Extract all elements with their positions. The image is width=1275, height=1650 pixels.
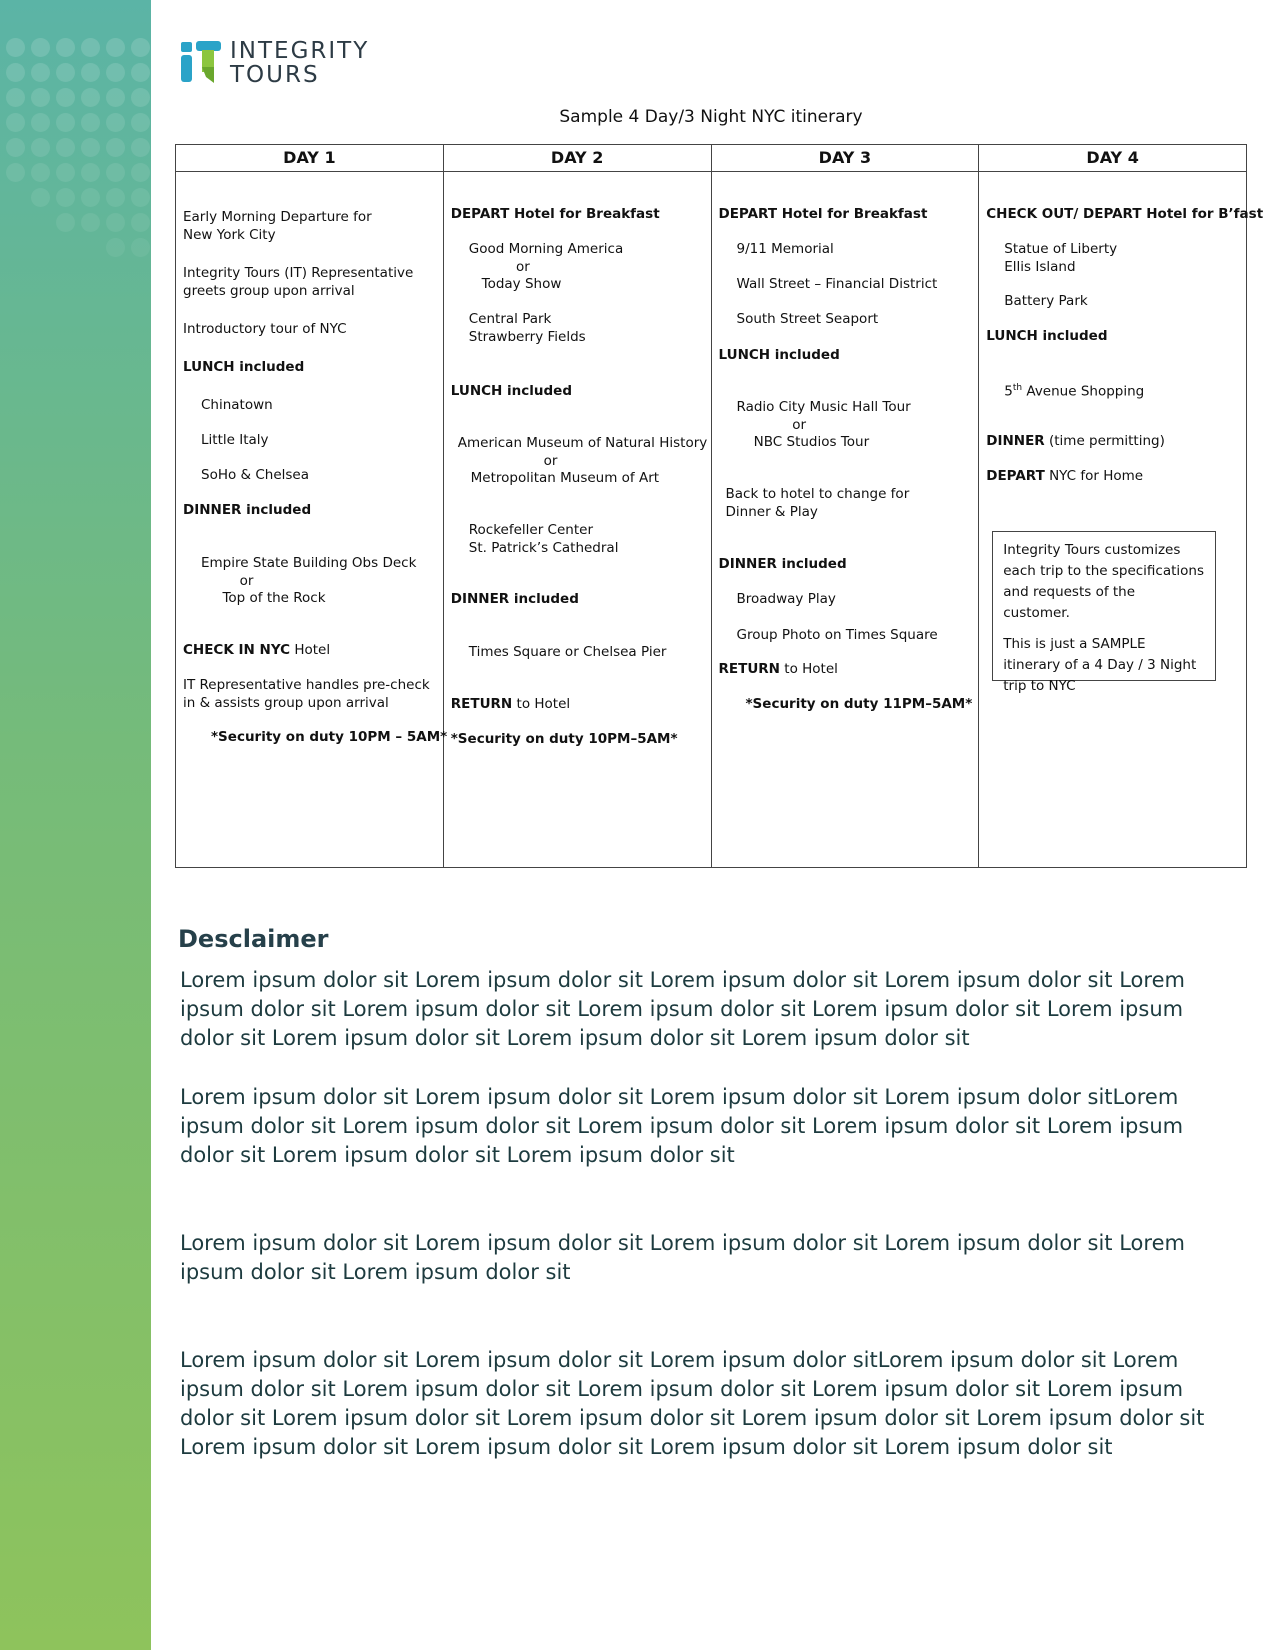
decorative-dot [106,38,125,57]
day-2-column [444,145,712,867]
day-4-item-bold: DEPART [986,468,1045,484]
disclaimer-paragraph: Lorem ipsum dolor sit Lorem ipsum dolor sit Lorem ipsum dolor sit Lorem ipsum dolor sit Lorem ipsum dolor sit Lorem ipsum dolor sit Lorem ipsum dolor sit Lorem ipsum dolor sit Lorem ipsum dolor sit Lorem ipsum dolor sit Lorem ipsum dolor sit Lorem ipsum dolor sit [180,968,1185,1050]
decorative-dot [81,113,100,132]
day-4-header: DAY 4 [979,145,1246,172]
day-2-item: Times Square or Chelsea Pier [468,644,667,660]
decorative-dot [106,238,125,257]
decorative-dot [31,63,50,82]
decorative-dot [106,63,125,82]
day-1-item [183,642,330,660]
decorative-dot [6,138,25,157]
day-1-column [176,145,448,867]
day-2-item: DINNER included [450,591,579,607]
day-3-item: Back to hotel to change for Dinner & Play [725,486,910,520]
day-1-item: Little Italy [201,432,269,448]
decorative-dot [131,238,150,257]
day-4-item [986,433,1165,451]
decorative-dot [131,213,150,232]
day-1-item: Introductory tour of NYC [183,321,347,337]
customization-note-box [992,531,1216,694]
day-2-item: Central Park Strawberry Fields [468,311,586,345]
day-4-item [1004,380,1144,401]
decorative-dot [131,113,150,132]
day-4-item-rest: (time permitting) [1044,433,1165,449]
decorative-dot [31,113,50,132]
day-4-column [979,145,1264,867]
decorative-dot [6,38,25,57]
decorative-dot [106,88,125,107]
decorative-dot [81,138,100,157]
day-3-item-bold: RETURN [718,661,780,677]
day-3-item: DINNER included [718,556,847,572]
day-4-item-sup: th [1012,383,1023,393]
day-2-item-bold: RETURN [450,696,513,712]
day-4-item-bold: DINNER [986,433,1045,449]
logo-line-2: TOURS [230,62,320,88]
decorative-dot [31,188,50,207]
day-3-item: LUNCH included [718,347,840,363]
decorative-dot [131,163,150,182]
disclaimer-paragraph: Lorem ipsum dolor sit Lorem ipsum dolor sit Lorem ipsum dolor sit Lorem ipsum dolor sitLorem ipsum dolor sit Lorem ipsum dolor sit Lorem ipsum dolor sit Lorem ipsum dolor sit Lorem ipsum dolor sit Lorem ipsum dolor sit Lorem ipsum dolor sit [180,1085,1184,1167]
note-paragraph: Integrity Tours customizes each trip to the specifications and requests of the customer. [1003,542,1205,621]
day-1-item: Chinatown [201,397,273,413]
logo-mark-icon [178,39,224,85]
day-4-item: LUNCH included [986,328,1108,344]
day-4-item-rest: Avenue Shopping [1022,383,1145,400]
logo-line-1: INTEGRITY [230,38,370,64]
decorative-dot [81,88,100,107]
day-3-item: Group Photo on Times Square [736,627,938,643]
day-2-item: Good Morning America or Today Show [468,241,624,292]
disclaimer-paragraph: Lorem ipsum dolor sit Lorem ipsum dolor sit Lorem ipsum dolor sit Lorem ipsum dolor sit Lorem ipsum dolor sit Lorem ipsum dolor sit [180,1231,1185,1284]
decorative-dot [131,38,150,57]
decorative-dot [106,188,125,207]
day-2-item [451,696,570,714]
day-3-item: *Security on duty 11PM–5AM* [745,696,973,712]
day-2-item: American Museum of Natural History or Metropolitan Museum of Art [457,435,708,486]
decorative-dot [56,63,75,82]
decorative-dot [31,38,50,57]
decorative-dot [56,188,75,207]
decorative-dot [131,63,150,82]
day-1-item: LUNCH included [183,359,305,375]
decorative-dot [81,213,100,232]
day-3-item: Radio City Music Hall Tour or NBC Studios Tour [736,399,911,450]
day-2-item: *Security on duty 10PM–5AM* [450,731,678,747]
day-4-item: Battery Park [1004,293,1088,309]
decorative-dot [131,138,150,157]
day-2-item: DEPART Hotel for Breakfast [450,206,660,222]
day-2-header: DAY 2 [444,145,711,172]
day-1-item: Integrity Tours (IT) Representative greets group upon arrival [183,265,414,299]
day-4-item [986,468,1143,486]
disclaimer-title: Desclaimer [178,925,329,953]
decorative-dot [131,188,150,207]
day-4-item: Statue of Liberty Ellis Island [1004,241,1118,275]
day-2-item-rest: to Hotel [516,696,571,712]
day-4-item: CHECK OUT/ DEPART Hotel for B’fast [986,206,1264,222]
itinerary-title: Sample 4 Day/3 Night NYC itinerary [559,107,863,127]
day-4-item-rest: NYC for Home [1044,468,1144,484]
day-1-item: *Security on duty 10PM – 5AM* [211,729,448,745]
day-3-item: South Street Seaport [736,311,879,327]
day-3-item: Wall Street – Financial District [736,276,938,292]
decorative-dot [6,163,25,182]
day-1-item: SoHo & Chelsea [201,467,309,483]
decorative-dot [56,88,75,107]
decorative-dot [56,163,75,182]
decorative-dot [31,88,50,107]
decorative-dot [106,138,125,157]
disclaimer-paragraph: Lorem ipsum dolor sit Lorem ipsum dolor sit Lorem ipsum dolor sitLorem ipsum dolor sit Lorem ipsum dolor sit Lorem ipsum dolor sit Lorem ipsum dolor sit Lorem ipsum dolor sit Lorem ipsum dolor sit Lorem ipsum dolor sit Lorem ipsum dolor sit Lorem ipsum dolor sit Lorem ipsum dolor sit Lorem ipsum dolor sit Lorem ipsum dolor sit Lorem ipsum dolor sit Lorem ipsum dolor sit [180,1348,1205,1459]
day-1-item: Early Morning Departure for New York City [183,209,372,243]
decorative-dot [81,63,100,82]
decorative-dot [106,213,125,232]
decorative-dot [106,113,125,132]
day-1-header: DAY 1 [176,145,443,172]
day-1-item: Empire State Building Obs Deck or Top of the Rock [201,555,417,606]
day-1-item-bold: CHECK IN NYC [183,642,291,658]
note-paragraph: This is just a SAMPLE itinerary of a 4 Day / 3 Night trip to NYC [1003,636,1197,694]
day-1-item: DINNER included [183,502,312,518]
decorative-dot [56,38,75,57]
decorative-dot [56,113,75,132]
decorative-dot [31,163,50,182]
decorative-dot [81,163,100,182]
day-3-item [719,661,838,679]
day-3-item: DEPART Hotel for Breakfast [718,206,928,222]
decorative-dot [6,63,25,82]
decorative-sidebar [0,0,151,1650]
integrity-tours-logo [178,37,378,87]
decorative-dot [81,188,100,207]
decorative-dot [131,88,150,107]
decorative-dot [56,138,75,157]
decorative-dot [106,163,125,182]
decorative-dot [56,213,75,232]
day-2-item: LUNCH included [450,383,572,399]
decorative-dot [31,138,50,157]
day-3-header: DAY 3 [712,145,979,172]
day-1-item-rest: Hotel [294,642,331,658]
logo-wordmark [230,39,369,87]
day-3-column [712,145,980,867]
day-1-item: IT Representative handles pre-check in & assists group upon arrival [183,677,430,711]
day-2-item: Rockefeller Center St. Patrick’s Cathedral [468,522,619,556]
day-3-item-rest: to Hotel [784,661,838,677]
day-3-item: Broadway Play [736,591,836,607]
decorative-dot [6,113,25,132]
itinerary-table [175,144,1264,868]
decorative-dot [6,88,25,107]
decorative-dot [81,38,100,57]
day-4-item-num: 5 [1004,383,1013,400]
day-3-item: 9/11 Memorial [736,241,834,257]
